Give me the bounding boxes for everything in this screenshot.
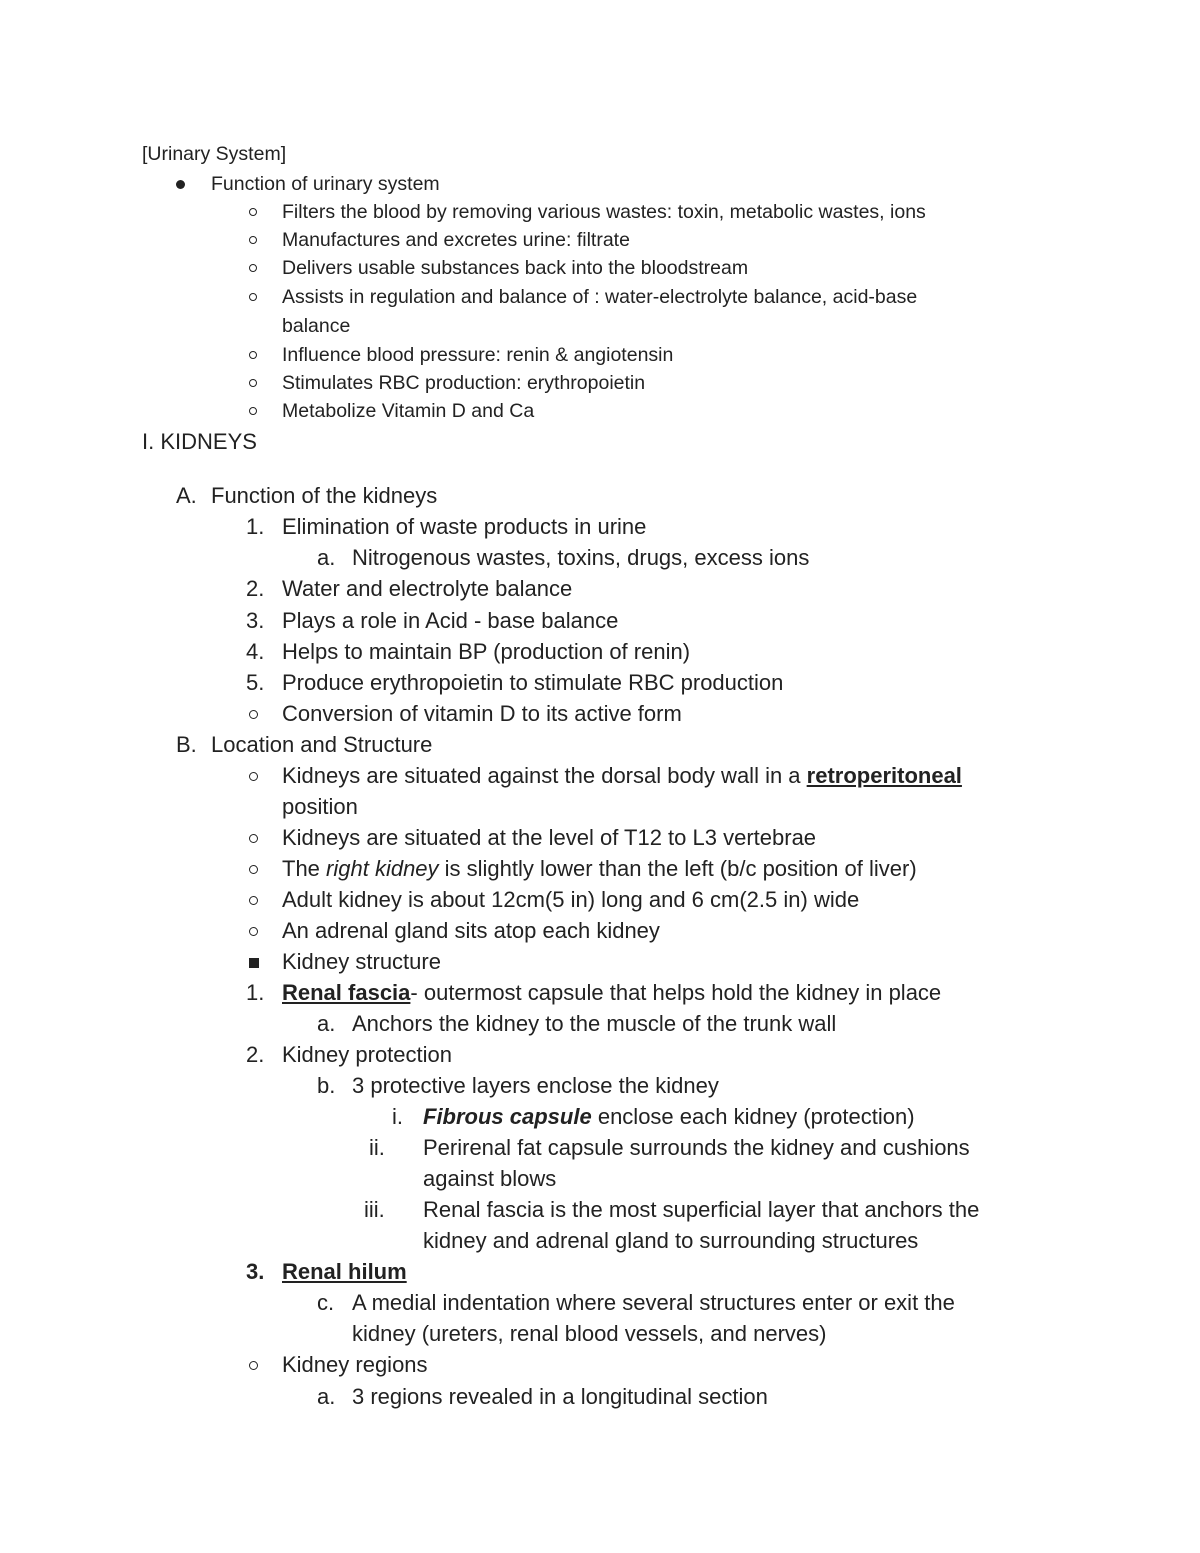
bullet-circle-icon (249, 264, 257, 272)
bullet-circle-icon (249, 351, 257, 359)
list-marker: 3. (246, 608, 265, 633)
list-item: 3 protective layers enclose the kidney (352, 1073, 719, 1098)
list-item: Kidneys are situated at the level of T12 to L3 vertebrae (282, 825, 817, 850)
list-item: Kidney regions (282, 1352, 428, 1377)
list-marker: iii. (364, 1197, 385, 1222)
list-item: Kidney structure (282, 949, 441, 974)
list-item: Renal fascia is the most superficial layer that anchors the (423, 1197, 980, 1222)
list-item (423, 1106, 915, 1128)
bullet-circle-icon (249, 896, 258, 905)
list-item: Plays a role in Acid - base balance (282, 608, 619, 633)
bullet-circle-icon (249, 293, 257, 301)
list-marker: B. (176, 732, 197, 757)
list-item (282, 982, 941, 1004)
list-item: Influence blood pressure: renin & angiotensin (282, 344, 674, 366)
key-term: right kidney (326, 856, 439, 881)
list-marker: A. (176, 483, 197, 508)
bullet-circle-icon (249, 236, 257, 244)
key-term: Renal hilum (282, 1259, 407, 1284)
subsection-heading: Location and Structure (211, 732, 433, 757)
list-marker: i. (392, 1104, 403, 1129)
list-item: Delivers usable substances back into the bloodstream (282, 257, 749, 279)
list-marker: a. (317, 545, 336, 570)
subsection-heading: Function of the kidneys (211, 483, 438, 508)
list-item-continuation: against blows (423, 1166, 557, 1191)
bullet-circle-icon (249, 834, 258, 843)
list-marker: 5. (246, 670, 265, 695)
bullet-square-icon (249, 958, 259, 968)
list-marker: 2. (246, 576, 265, 601)
list-item (282, 765, 962, 787)
bullet-circle-icon (249, 865, 258, 874)
section-heading: I. KIDNEYS (142, 429, 257, 454)
list-marker: 2. (246, 1042, 265, 1067)
list-item-continuation: balance (282, 315, 351, 337)
list-marker: 1. (246, 514, 265, 539)
list-item: Stimulates RBC production: erythropoietin (282, 372, 646, 394)
list-item: Anchors the kidney to the muscle of the trunk wall (352, 1011, 837, 1036)
text-run: - outermost capsule that helps hold the kidney in place (410, 980, 942, 1005)
list-marker: c. (317, 1290, 335, 1315)
list-item: Conversion of vitamin D to its active form (282, 701, 682, 726)
document-title: [Urinary System] (142, 143, 287, 165)
list-item (282, 858, 917, 880)
list-item: Kidney protection (282, 1042, 452, 1067)
bullet-circle-icon (249, 208, 257, 216)
list-item: A medial indentation where several structures enter or exit the (352, 1290, 955, 1315)
list-item: Metabolize Vitamin D and Ca (282, 400, 535, 422)
text-run: enclose each kidney (protection) (591, 1104, 915, 1129)
list-item: Adult kidney is about 12cm(5 in) long and 6 cm(2.5 in) wide (282, 887, 860, 912)
text-run: is slightly lower than the left (b/c position of liver) (438, 856, 917, 881)
bullet-circle-icon (249, 772, 258, 781)
list-marker: 4. (246, 639, 265, 664)
list-item: Manufactures and excretes urine: filtrate (282, 229, 630, 251)
list-item: Elimination of waste products in urine (282, 514, 647, 539)
list-item: Perirenal fat capsule surrounds the kidney and cushions (423, 1135, 970, 1160)
list-marker: 1. (246, 980, 265, 1005)
list-item-continuation: position (282, 794, 358, 819)
text-run: Kidneys are situated against the dorsal body wall in a (282, 763, 807, 788)
list-item-continuation: kidney (ureters, renal blood vessels, and nerves) (352, 1321, 827, 1346)
list-marker: b. (317, 1073, 336, 1098)
bullet-circle-icon (249, 1361, 258, 1370)
list-item: An adrenal gland sits atop each kidney (282, 918, 660, 943)
list-marker: 3. (246, 1259, 265, 1284)
bullet-circle-icon (249, 407, 257, 415)
list-marker: a. (317, 1011, 336, 1036)
key-term: Renal fascia (282, 980, 411, 1005)
text-run: The (282, 856, 327, 881)
list-item: Filters the blood by removing various wastes: toxin, metabolic wastes, ions (282, 201, 926, 223)
list-marker: a. (317, 1384, 336, 1409)
list-item-continuation: kidney and adrenal gland to surrounding structures (423, 1228, 919, 1253)
list-item: Nitrogenous wastes, toxins, drugs, excess ions (352, 545, 810, 570)
key-term: retroperitoneal (806, 763, 962, 788)
bullet-circle-icon (249, 710, 258, 719)
list-marker: ii. (369, 1135, 385, 1160)
list-item: 3 regions revealed in a longitudinal section (352, 1384, 768, 1409)
function-heading: Function of urinary system (211, 173, 440, 195)
bullet-circle-icon (249, 379, 257, 387)
key-term: Fibrous capsule (423, 1104, 592, 1129)
list-item: Assists in regulation and balance of : water-electrolyte balance, acid-base (282, 286, 918, 308)
bullet-dot-icon (176, 180, 185, 189)
bullet-circle-icon (249, 927, 258, 936)
list-item: Produce erythropoietin to stimulate RBC production (282, 670, 784, 695)
list-item: Helps to maintain BP (production of renin) (282, 639, 691, 664)
list-item: Water and electrolyte balance (282, 576, 573, 601)
